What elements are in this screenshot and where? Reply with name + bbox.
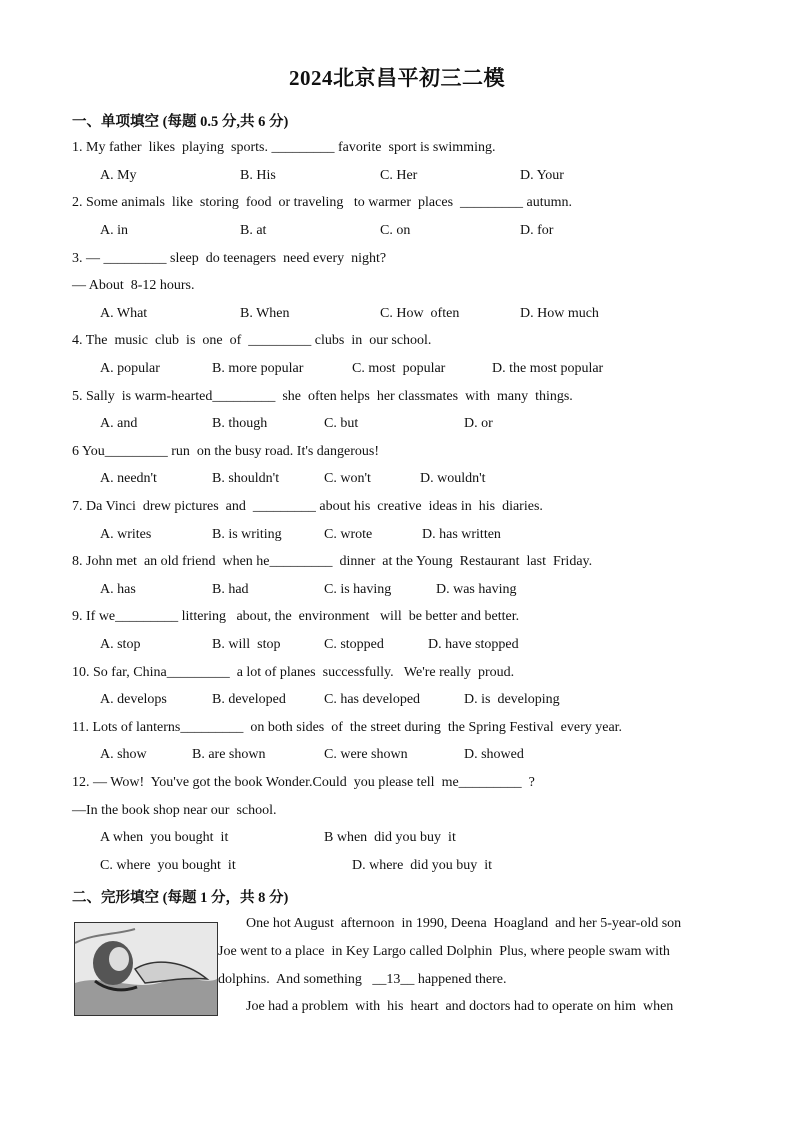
q12-option-a: A when you bought it [100,830,229,845]
question-12-answer-line: —In the book shop near our school. [72,803,277,818]
q1-option-a: A. My [100,168,137,183]
q9-option-d: D. have stopped [428,637,519,652]
q5-option-b: B. though [212,416,268,431]
q10-option-d: D. is developing [464,692,560,707]
page-title: 2024北京昌平初三二模 [289,66,505,90]
question-8-stem: 8. John met an old friend when he_________ dinner at the Young Restaurant last Friday. [72,554,593,569]
q2-option-c: C. on [380,223,411,238]
q11-option-d: D. showed [464,747,524,762]
q1-option-b: B. His [240,168,276,183]
q6-option-c: C. won't [324,471,371,486]
q7-option-c: C. wrote [324,527,373,542]
section1-heading: 一、单项填空 (每题 0.5 分,共 6 分) [72,114,289,130]
q6-option-b: B. shouldn't [212,471,280,486]
q4-option-b: B. more popular [212,361,304,376]
question-3-stem: 3. — _________ sleep do teenagers need every night? [72,251,387,266]
q6-option-a: A. needn't [100,471,157,486]
q7-option-a: A. writes [100,527,152,542]
q12-option-b: B when did you buy it [324,830,456,845]
q2-option-b: B. at [240,223,267,238]
q4-option-c: C. most popular [352,361,446,376]
q12-option-d: D. where did you buy it [352,858,492,873]
q11-option-c: C. were shown [324,747,408,762]
q11-option-b: B. are shown [192,747,266,762]
q5-option-c: C. but [324,416,359,431]
section2-heading: 二、完形填空 (每题 1 分，共 8 分) [72,890,289,906]
q2-option-a: A. in [100,223,128,238]
dolphin-photo [74,922,218,1016]
q7-option-b: B. is writing [212,527,282,542]
q8-option-c: C. is having [324,582,392,597]
q10-option-a: A. develops [100,692,167,707]
question-1-stem: 1. My father likes playing sports. _________ favorite sport is swimming. [72,140,496,155]
q6-option-d: D. wouldn't [420,471,486,486]
q1-option-c: C. Her [380,168,418,183]
passage-line-4: Joe had a problem with his heart and doctors had to operate on him when [246,999,674,1014]
q8-option-b: B. had [212,582,249,597]
photo-illustration [75,923,217,1015]
q7-option-d: D. has written [422,527,501,542]
question-9-stem: 9. If we_________ littering about, the environment will be better and better. [72,609,520,624]
q1-option-d: D. Your [520,168,564,183]
q5-option-a: A. and [100,416,138,431]
passage-line-1: One hot August afternoon in 1990, Deena Hoagland and her 5-year-old son [246,916,682,931]
question-4-stem: 4. The music club is one of _________ clubs in our school. [72,333,432,348]
q11-option-a: A. show [100,747,147,762]
question-10-stem: 10. So far, China_________ a lot of planes successfully. We're really proud. [72,665,515,680]
question-12-stem: 12. — Wow! You've got the book Wonder.Could you please tell me_________ ? [72,775,535,790]
q8-option-d: D. was having [436,582,517,597]
q2-option-d: D. for [520,223,554,238]
q8-option-a: A. has [100,582,136,597]
question-2-stem: 2. Some animals like storing food or traveling to warmer places _________ autumn. [72,195,573,210]
q9-option-b: B. will stop [212,637,281,652]
q9-option-a: A. stop [100,637,141,652]
q3-option-a: A. What [100,306,148,321]
question-6-stem: 6 You_________ run on the busy road. It's dangerous! [72,444,380,459]
question-7-stem: 7. Da Vinci drew pictures and _________ about his creative ideas in his diaries. [72,499,543,514]
q9-option-c: C. stopped [324,637,384,652]
question-11-stem: 11. Lots of lanterns_________ on both sides of the street during the Spring Festival every year. [72,720,623,735]
q3-option-b: B. When [240,306,290,321]
passage-line-3: dolphins. And something __13__ happened there. [218,972,507,987]
question-3-answer-line: — About 8-12 hours. [72,278,195,293]
question-5-stem: 5. Sally is warm-hearted_________ she often helps her classmates with many things. [72,389,573,404]
q4-option-d: D. the most popular [492,361,604,376]
q12-option-c: C. where you bought it [100,858,236,873]
passage-line-2: Joe went to a place in Key Largo called Dolphin Plus, where people swam with [218,944,670,959]
q4-option-a: A. popular [100,361,160,376]
q10-option-c: C. has developed [324,692,421,707]
q3-option-d: D. How much [520,306,599,321]
q3-option-c: C. How often [380,306,460,321]
q5-option-d: D. or [464,416,493,431]
q10-option-b: B. developed [212,692,286,707]
